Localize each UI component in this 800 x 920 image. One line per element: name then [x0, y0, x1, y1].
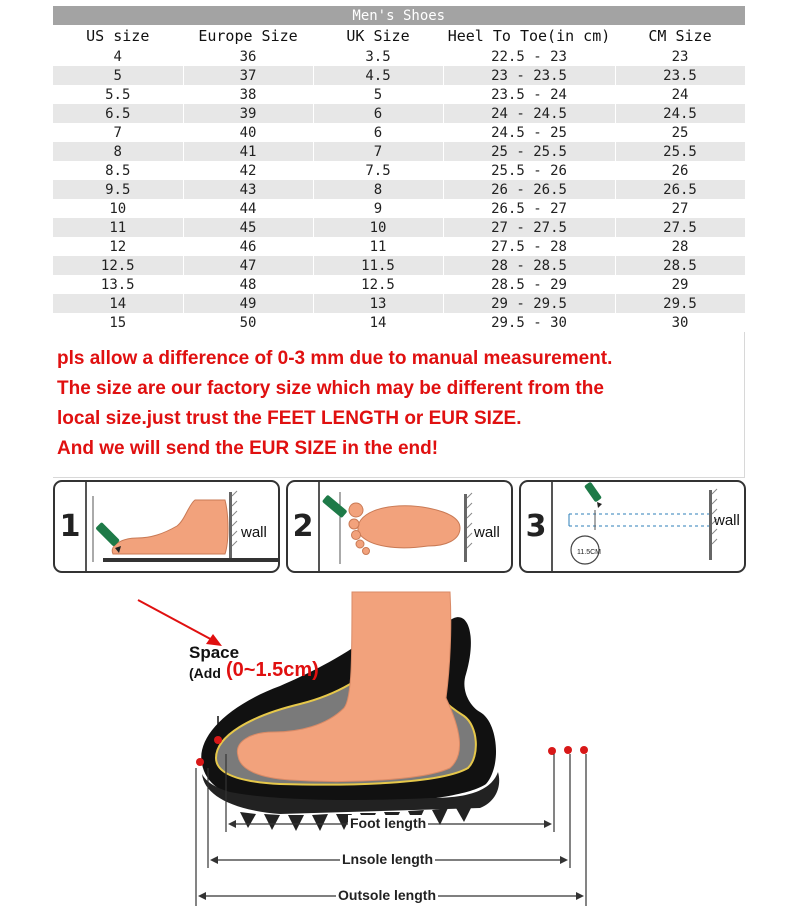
- table-cell: 28.5: [615, 256, 745, 275]
- table-cell: 6.5: [53, 104, 183, 123]
- header-cm-size: CM Size: [615, 25, 745, 47]
- table-row: [53, 313, 745, 332]
- table-cell: 23.5 - 24: [443, 85, 615, 104]
- table-cell: 24.5: [615, 104, 745, 123]
- table-cell: 23: [615, 47, 745, 66]
- table-cell: 12.5: [53, 256, 183, 275]
- table-cell: 8: [313, 180, 443, 199]
- header-us-size: US size: [53, 25, 183, 47]
- table-cell: 25 - 25.5: [443, 142, 615, 161]
- step-number: 2: [288, 482, 320, 571]
- table-cell: 24 - 24.5: [443, 104, 615, 123]
- table-row: [53, 180, 745, 199]
- table-title: Men's Shoes: [53, 6, 745, 25]
- table-cell: 9: [313, 199, 443, 218]
- notice-line: pls allow a difference of 0-3 mm due to manual measurement.: [57, 348, 613, 369]
- table-cell: 27.5 - 28: [443, 237, 615, 256]
- table-cell: 11.5: [313, 256, 443, 275]
- table-cell: 25: [615, 123, 745, 142]
- table-cell: 25.5 - 26: [443, 161, 615, 180]
- table-cell: 24.5 - 25: [443, 123, 615, 142]
- table-cell: 29: [615, 275, 745, 294]
- table-cell: 24: [615, 85, 745, 104]
- table-cell: 44: [183, 199, 313, 218]
- table-header-row: [53, 25, 745, 47]
- table-cell: 11: [313, 237, 443, 256]
- notice-line: local size.just trust the FEET LENGTH or EUR SIZE.: [57, 408, 522, 429]
- wall-label: wall: [241, 524, 267, 541]
- table-row: [53, 142, 745, 161]
- table-cell: 8.5: [53, 161, 183, 180]
- size-notice: [53, 332, 745, 478]
- table-cell: 45: [183, 218, 313, 237]
- table-cell: 27 - 27.5: [443, 218, 615, 237]
- foot-length-label: Foot length: [350, 815, 427, 831]
- table-cell: 26: [615, 161, 745, 180]
- table-cell: 10: [313, 218, 443, 237]
- table-cell: 25.5: [615, 142, 745, 161]
- wall-label: wall: [714, 512, 740, 529]
- table-row: [53, 275, 745, 294]
- table-cell: 43: [183, 180, 313, 199]
- table-cell: 39: [183, 104, 313, 123]
- table-cell: 26.5 - 27: [443, 199, 615, 218]
- table-cell: 40: [183, 123, 313, 142]
- table-cell: 28 - 28.5: [443, 256, 615, 275]
- table-cell: 36: [183, 47, 313, 66]
- table-row: [53, 294, 745, 313]
- table-cell: 10: [53, 199, 183, 218]
- table-row: [53, 218, 745, 237]
- table-cell: 3.5: [313, 47, 443, 66]
- table-cell: 38: [183, 85, 313, 104]
- outsole-length-label: Outsole length: [338, 887, 436, 903]
- table-cell: 48: [183, 275, 313, 294]
- table-cell: 30: [615, 313, 745, 332]
- table-row: [53, 256, 745, 275]
- table-cell: 47: [183, 256, 313, 275]
- table-cell: 27.5: [615, 218, 745, 237]
- table-cell: 15: [53, 313, 183, 332]
- table-row: [53, 85, 745, 104]
- table-row: [53, 237, 745, 256]
- table-body: [53, 47, 745, 332]
- table-row: [53, 47, 745, 66]
- table-cell: 42: [183, 161, 313, 180]
- table-cell: 6: [313, 104, 443, 123]
- step-number: 1: [55, 482, 87, 571]
- table-cell: 23 - 23.5: [443, 66, 615, 85]
- table-cell: 4: [53, 47, 183, 66]
- table-cell: 14: [313, 313, 443, 332]
- table-cell: 8: [53, 142, 183, 161]
- table-cell: 26.5: [615, 180, 745, 199]
- table-cell: 12: [53, 237, 183, 256]
- notice-line: The size are our factory size which may be different from the: [57, 378, 604, 399]
- space-add-prefix: (Add: [189, 665, 221, 681]
- table-cell: 23.5: [615, 66, 745, 85]
- table-cell: 37: [183, 66, 313, 85]
- header-heel-to-toe: Heel To Toe(in cm): [443, 25, 615, 47]
- table-row: [53, 199, 745, 218]
- measure-label: 11.5CM: [577, 549, 601, 556]
- table-cell: 9.5: [53, 180, 183, 199]
- table-cell: 22.5 - 23: [443, 47, 615, 66]
- table-cell: 28: [615, 237, 745, 256]
- table-row: [53, 104, 745, 123]
- table-cell: 12.5: [313, 275, 443, 294]
- table-cell: 41: [183, 142, 313, 161]
- wall-label: wall: [474, 524, 500, 541]
- table-cell: 5: [53, 66, 183, 85]
- table-cell: 26 - 26.5: [443, 180, 615, 199]
- space-label: Space: [189, 643, 240, 662]
- table-cell: 7.5: [313, 161, 443, 180]
- table-cell: 49: [183, 294, 313, 313]
- table-row: [53, 161, 745, 180]
- header-europe-size: Europe Size: [183, 25, 313, 47]
- table-cell: 29 - 29.5: [443, 294, 615, 313]
- table-cell: 13: [313, 294, 443, 313]
- table-cell: 29.5 - 30: [443, 313, 615, 332]
- table-cell: 28.5 - 29: [443, 275, 615, 294]
- size-chart-table: [53, 6, 746, 332]
- table-cell: 5.5: [53, 85, 183, 104]
- table-cell: 14: [53, 294, 183, 313]
- header-uk-size: UK Size: [313, 25, 443, 47]
- space-add-range: (0~1.5cm): [226, 659, 319, 681]
- table-cell: 4.5: [313, 66, 443, 85]
- table-cell: 7: [313, 142, 443, 161]
- table-cell: 5: [313, 85, 443, 104]
- step-number: 3: [521, 482, 553, 571]
- table-cell: 7: [53, 123, 183, 142]
- table-cell: 11: [53, 218, 183, 237]
- step-panel-1: [53, 480, 280, 573]
- table-row: [53, 123, 745, 142]
- table-cell: 46: [183, 237, 313, 256]
- table-cell: 13.5: [53, 275, 183, 294]
- insole-length-label: Lnsole length: [342, 851, 433, 867]
- table-cell: 50: [183, 313, 313, 332]
- step-panel-2: [286, 480, 513, 573]
- step-panel-3: [519, 480, 746, 573]
- notice-line: And we will send the EUR SIZE in the end!: [57, 438, 439, 459]
- table-cell: 27: [615, 199, 745, 218]
- table-row: [53, 66, 745, 85]
- table-cell: 29.5: [615, 294, 745, 313]
- shoe-cross-section-illustration: [130, 588, 630, 920]
- table-cell: 6: [313, 123, 443, 142]
